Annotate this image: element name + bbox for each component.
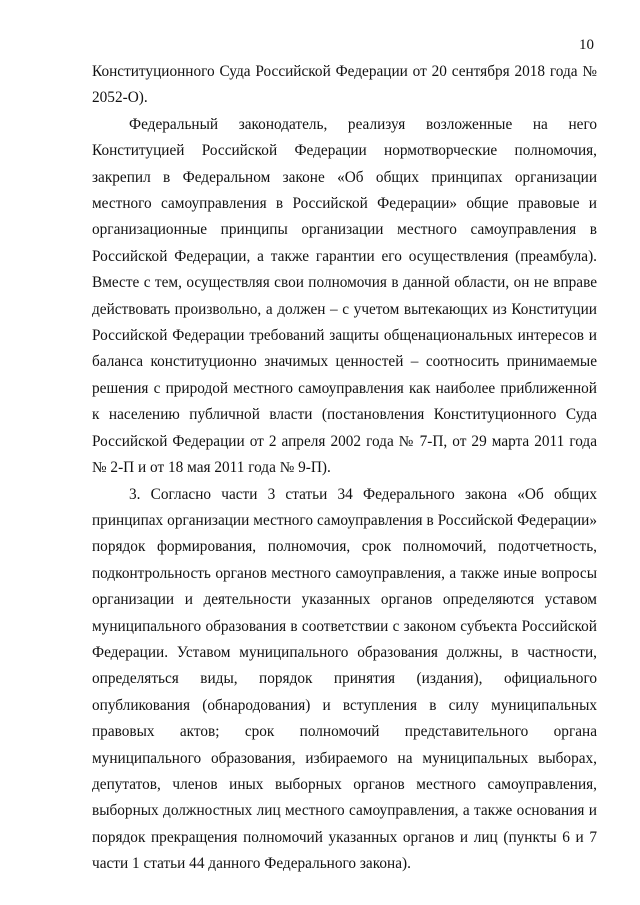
page-number: 10 [579,37,594,53]
paragraph-continuation: Конституционного Суда Российской Федерации от 20 сентября 2018 года № 2052-О). [92,63,597,107]
document-body [92,59,597,878]
paragraph-section-3: 3. Согласно части 3 статьи 34 Федерального закона «Об общих принципах организации местного самоуправления в Российской Федерации» порядок формирования, полномочия, срок полномочий, подотчетность, подконтрольность органов местного самоуправления, а также иные вопросы организации и деятельности указанных органов определяются уставом муниципального образования в соответствии с законом субъекта Российской Федерации. Уставом муниципального образования должны, в частности, определяться виды, порядок принятия (издания), официального опубликования (обнародования) и вступления в силу муниципальных правовых актов; срок полномочий представительного органа муниципального образования, избираемого на муниципальных выборах, депутатов, членов иных выборных органов местного самоуправления, выборных должностных лиц местного самоуправления, а также основания и порядок прекращения полномочий указанных органов и лиц (пункты 6 и 7 части 1 статьи 44 данного Федерального закона). [92,485,597,873]
paragraph-legislator: Федеральный законодатель, реализуя возложенные на него Конституцией Российской Федерации нормотворческие полномочия, закрепил в Федеральном законе «Об общих принципах организации местного самоуправления в Российской Федерации» общие правовые и организационные принципы организации местного самоуправления в Российской Федерации, а также гарантии его осуществления (преамбула). Вместе с тем, осуществляя свои полномочия в данной области, он не вправе действовать произвольно, а должен – с учетом вытекающих из Конституции Российской Федерации требований защиты общенациональных интересов и баланса конституционно значимых ценностей – соотносить принимаемые решения с природой местного самоуправления как наиболее приближенной к населению публичной власти (постановления Конституционного Суда Российской Федерации от 2 апреля 2002 года № 7-П, от 29 марта 2011 года № 2-П и от 18 мая 2011 года № 9-П). [92,115,597,477]
